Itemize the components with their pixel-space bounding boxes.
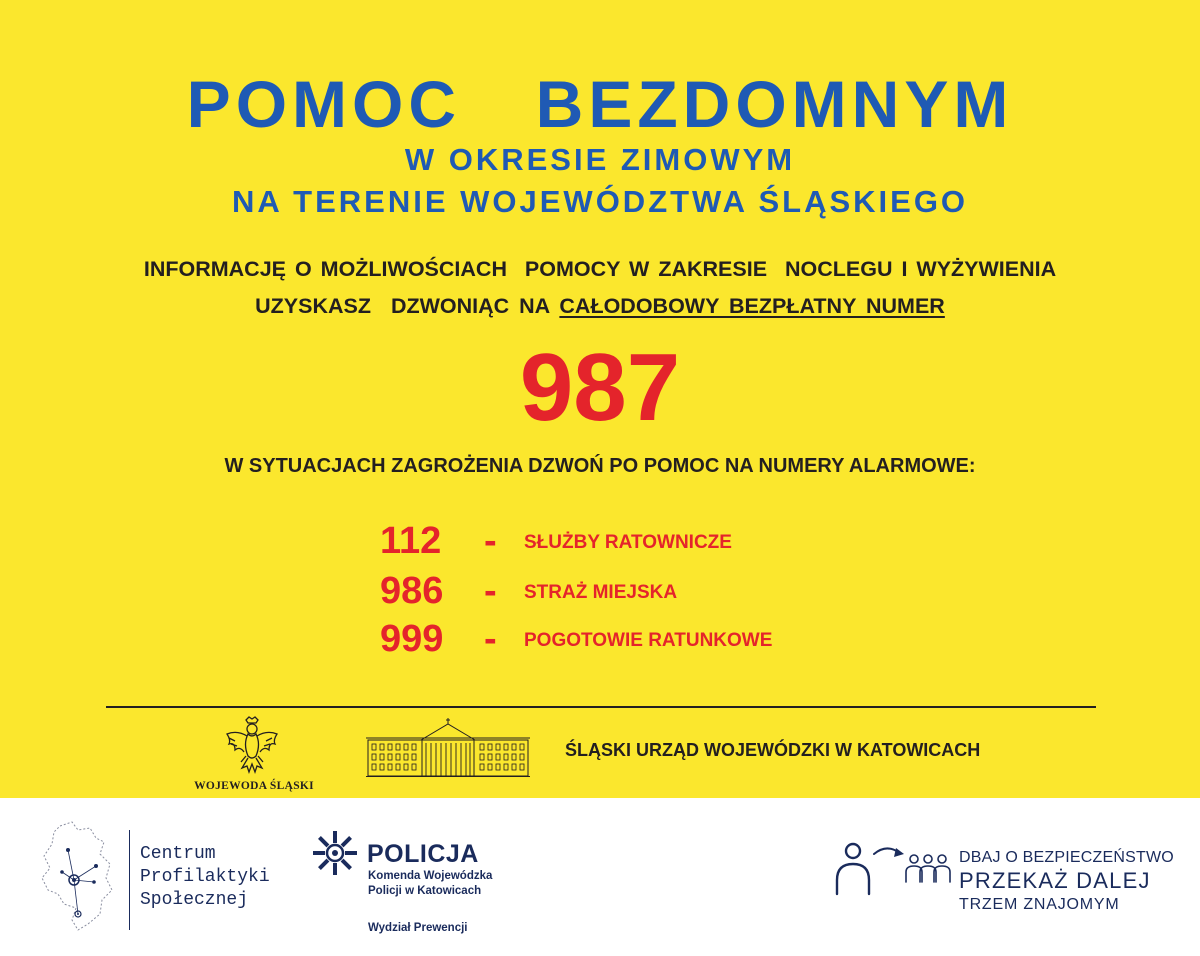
cps-logo-text	[140, 843, 270, 912]
emergency-dash: -	[484, 570, 497, 612]
info-line-2-underlined: CAŁODOBOWY BEZPŁATNY NUMER	[559, 294, 945, 318]
urzad-label: ŚLĄSKI URZĄD WOJEWÓDZKI W KATOWICACH	[565, 740, 981, 760]
emergency-dash: -	[484, 520, 497, 562]
police-star-icon	[313, 831, 357, 875]
emergency-number: 112	[380, 520, 442, 562]
cps-line-2: Profilaktyki	[140, 867, 270, 887]
eagle-emblem-icon	[224, 716, 280, 778]
info-line-2-prefix: UZYSKASZ DZWONIĄC NA	[255, 294, 560, 318]
poster-title: POMOC BEZDOMNYM	[186, 67, 1014, 141]
emergency-label: STRAŻ MIEJSKA	[524, 582, 678, 603]
campaign-line-1: DBAJ O BEZPIECZEŃSTWO	[959, 849, 1174, 866]
emergency-label: SŁUŻBY RATOWNICZE	[524, 532, 732, 553]
poster-subtitle-1: W OKRESIE ZIMOWYM	[404, 142, 796, 177]
info-line-1: INFORMACJĘ O MOŻLIWOŚCIACH POMOCY W ZAKRESIE NOCLEGU I WYŻYWIENIA	[143, 257, 1057, 281]
footer-divider	[129, 830, 130, 930]
government-building-icon	[366, 718, 530, 778]
silesia-map-icon	[38, 820, 118, 932]
policja-department: Wydział Prewencji	[368, 922, 468, 934]
policja-line-2: Policji w Katowicach	[368, 885, 482, 897]
cps-line-1: Centrum	[140, 844, 216, 864]
policja-title: POLICJA	[367, 840, 479, 868]
emergency-number: 999	[380, 618, 444, 660]
emergency-dash: -	[484, 618, 497, 660]
wojewoda-label: WOJEWODA ŚLĄSKI	[194, 780, 314, 792]
policja-line-1: Komenda Wojewódzka	[368, 870, 493, 882]
main-helpline-number: 987	[519, 334, 681, 441]
emergency-label: POGOTOWIE RATUNKOWE	[524, 630, 773, 651]
emergency-number: 986	[380, 570, 444, 612]
campaign-line-2: PRZEKAŻ DALEJ	[959, 868, 1151, 893]
alarm-text: W SYTUACJACH ZAGROŻENIA DZWOŃ PO POMOC NA NUMERY ALARMOWE:	[224, 455, 976, 477]
divider-line	[106, 706, 1096, 708]
poster-subtitle-2: NA TERENIE WOJEWÓDZTWA ŚLĄSKIEGO	[231, 184, 969, 219]
cps-line-3: Społecznej	[140, 890, 249, 910]
info-line-2	[0, 292, 1200, 320]
campaign-line-3: TRZEM ZNAJOMYM	[959, 896, 1120, 913]
people-share-icon	[832, 838, 954, 900]
